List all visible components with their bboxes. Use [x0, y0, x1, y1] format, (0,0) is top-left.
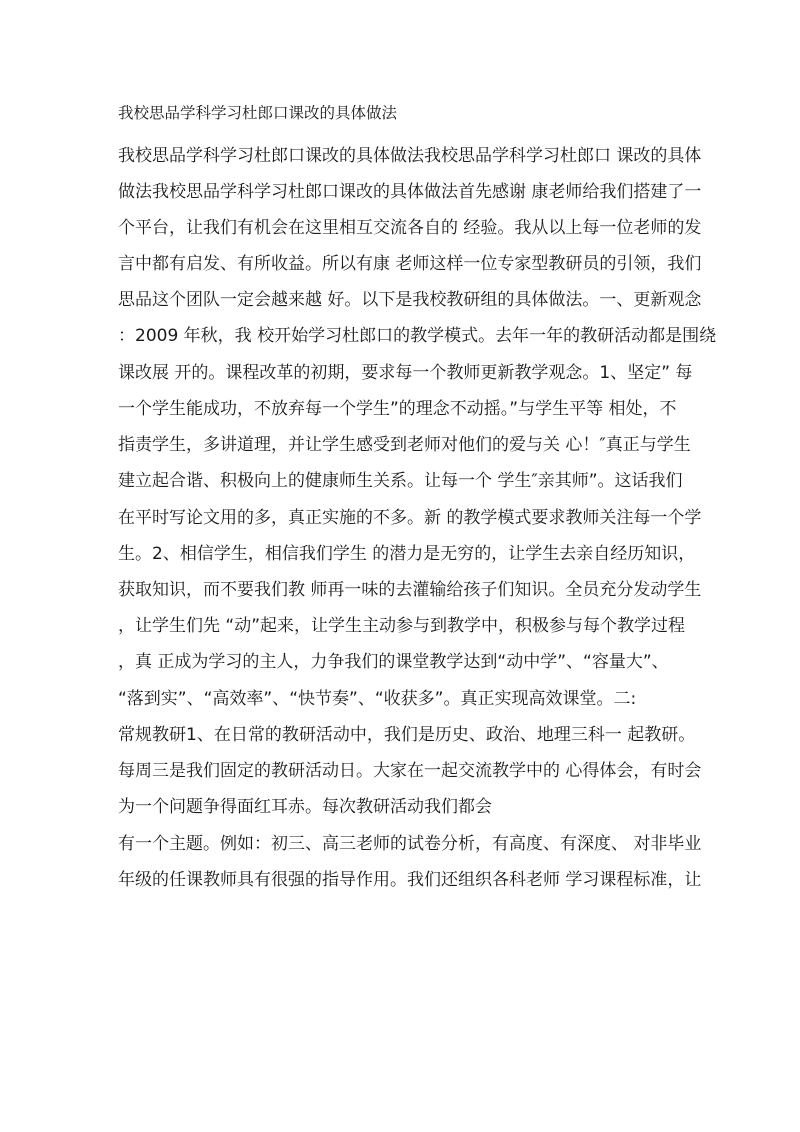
- body-line-16: “落到实”、“高效率”、“快节奏”、“收获多”。真正实现高效课堂。二:: [118, 689, 637, 709]
- body-line-1: 我校思品学科学习杜郎口课改的具体做法我校思品学科学习杜郎口 课改的具体: [118, 146, 702, 166]
- document-title: 我校思品学科学习杜郎口课改的具体做法: [118, 104, 398, 122]
- body-line-21: 年级的任课教师具有很强的指导作用。我们还组织各科老师 学习课程标准，让: [118, 870, 702, 890]
- body-line-10: 建立起合谐、积极向上的健康师生关系。让每一个 学生″亲其师”。这话我们: [118, 471, 683, 491]
- body-line-13: 获取知识，而不要我们教 师再一味的去灌输给孩子们知识。全员充分发动学生: [118, 580, 702, 600]
- body-line-8: 一个学生能成功，不放弃每一个学生”的理念不动摇。”与学生平等 相处，不: [118, 399, 677, 419]
- body-line-11: 在平时写论文用的多，真正实施的不多。新 的教学模式要求教师关注每一个学: [118, 508, 702, 528]
- body-line-2: 做法我校思品学科学习杜郎口课改的具体做法首先感谢 康老师给我们搭建了一: [118, 182, 702, 202]
- body-line-9: 指责学生，多讲道理，并让学生感受到老师对他们的爱与关 心！″真正与学生: [118, 435, 691, 455]
- body-line-4: 言中都有启发、有所收益。所以有康 老师这样一位专家型教研员的引领，我们: [118, 254, 702, 274]
- body-line-14: ，让学生们先 “动”起来，让学生主动参与到教学中，积极参与每个教学过程: [118, 616, 686, 636]
- body-line-6: ：2009 年秋，我 校开始学习杜郎口的教学模式。去年一年的教研活动都是围绕: [118, 326, 717, 346]
- body-line-12: 生。2、相信学生，相信我们学生 的潜力是无穷的，让学生去亲自经历知识，: [118, 544, 696, 564]
- body-line-15: ，真 正成为学习的主人，力争我们的课堂教学达到“动中学”、“容量大”、: [118, 652, 669, 672]
- body-line-3: 个平台，让我们有机会在这里相互交流各自的 经验。我从以上每一位老师的发: [118, 218, 702, 238]
- body-line-20: 有一个主题。例如：初三、高三老师的试卷分析，有高度、有深度、 对非毕业: [118, 834, 702, 854]
- body-line-17: 常规教研1、在日常的教研活动中，我们是历史、政治、地理三科一 起教研。: [118, 725, 696, 745]
- body-line-7: 课改展 开的。课程改革的初期，要求每一个教师更新教学观念。1、坚定” 每: [118, 363, 693, 383]
- body-line-5: 思品这个团队一定会越来越 好。以下是我校教研组的具体做法。一、更新观念: [118, 290, 702, 310]
- body-line-18: 每周三是我们固定的教研活动日。大家在一起交流教学中的 心得体会，有时会: [118, 761, 702, 781]
- body-line-19: 为一个问题争得面红耳赤。每次教研活动我们都会: [118, 797, 492, 817]
